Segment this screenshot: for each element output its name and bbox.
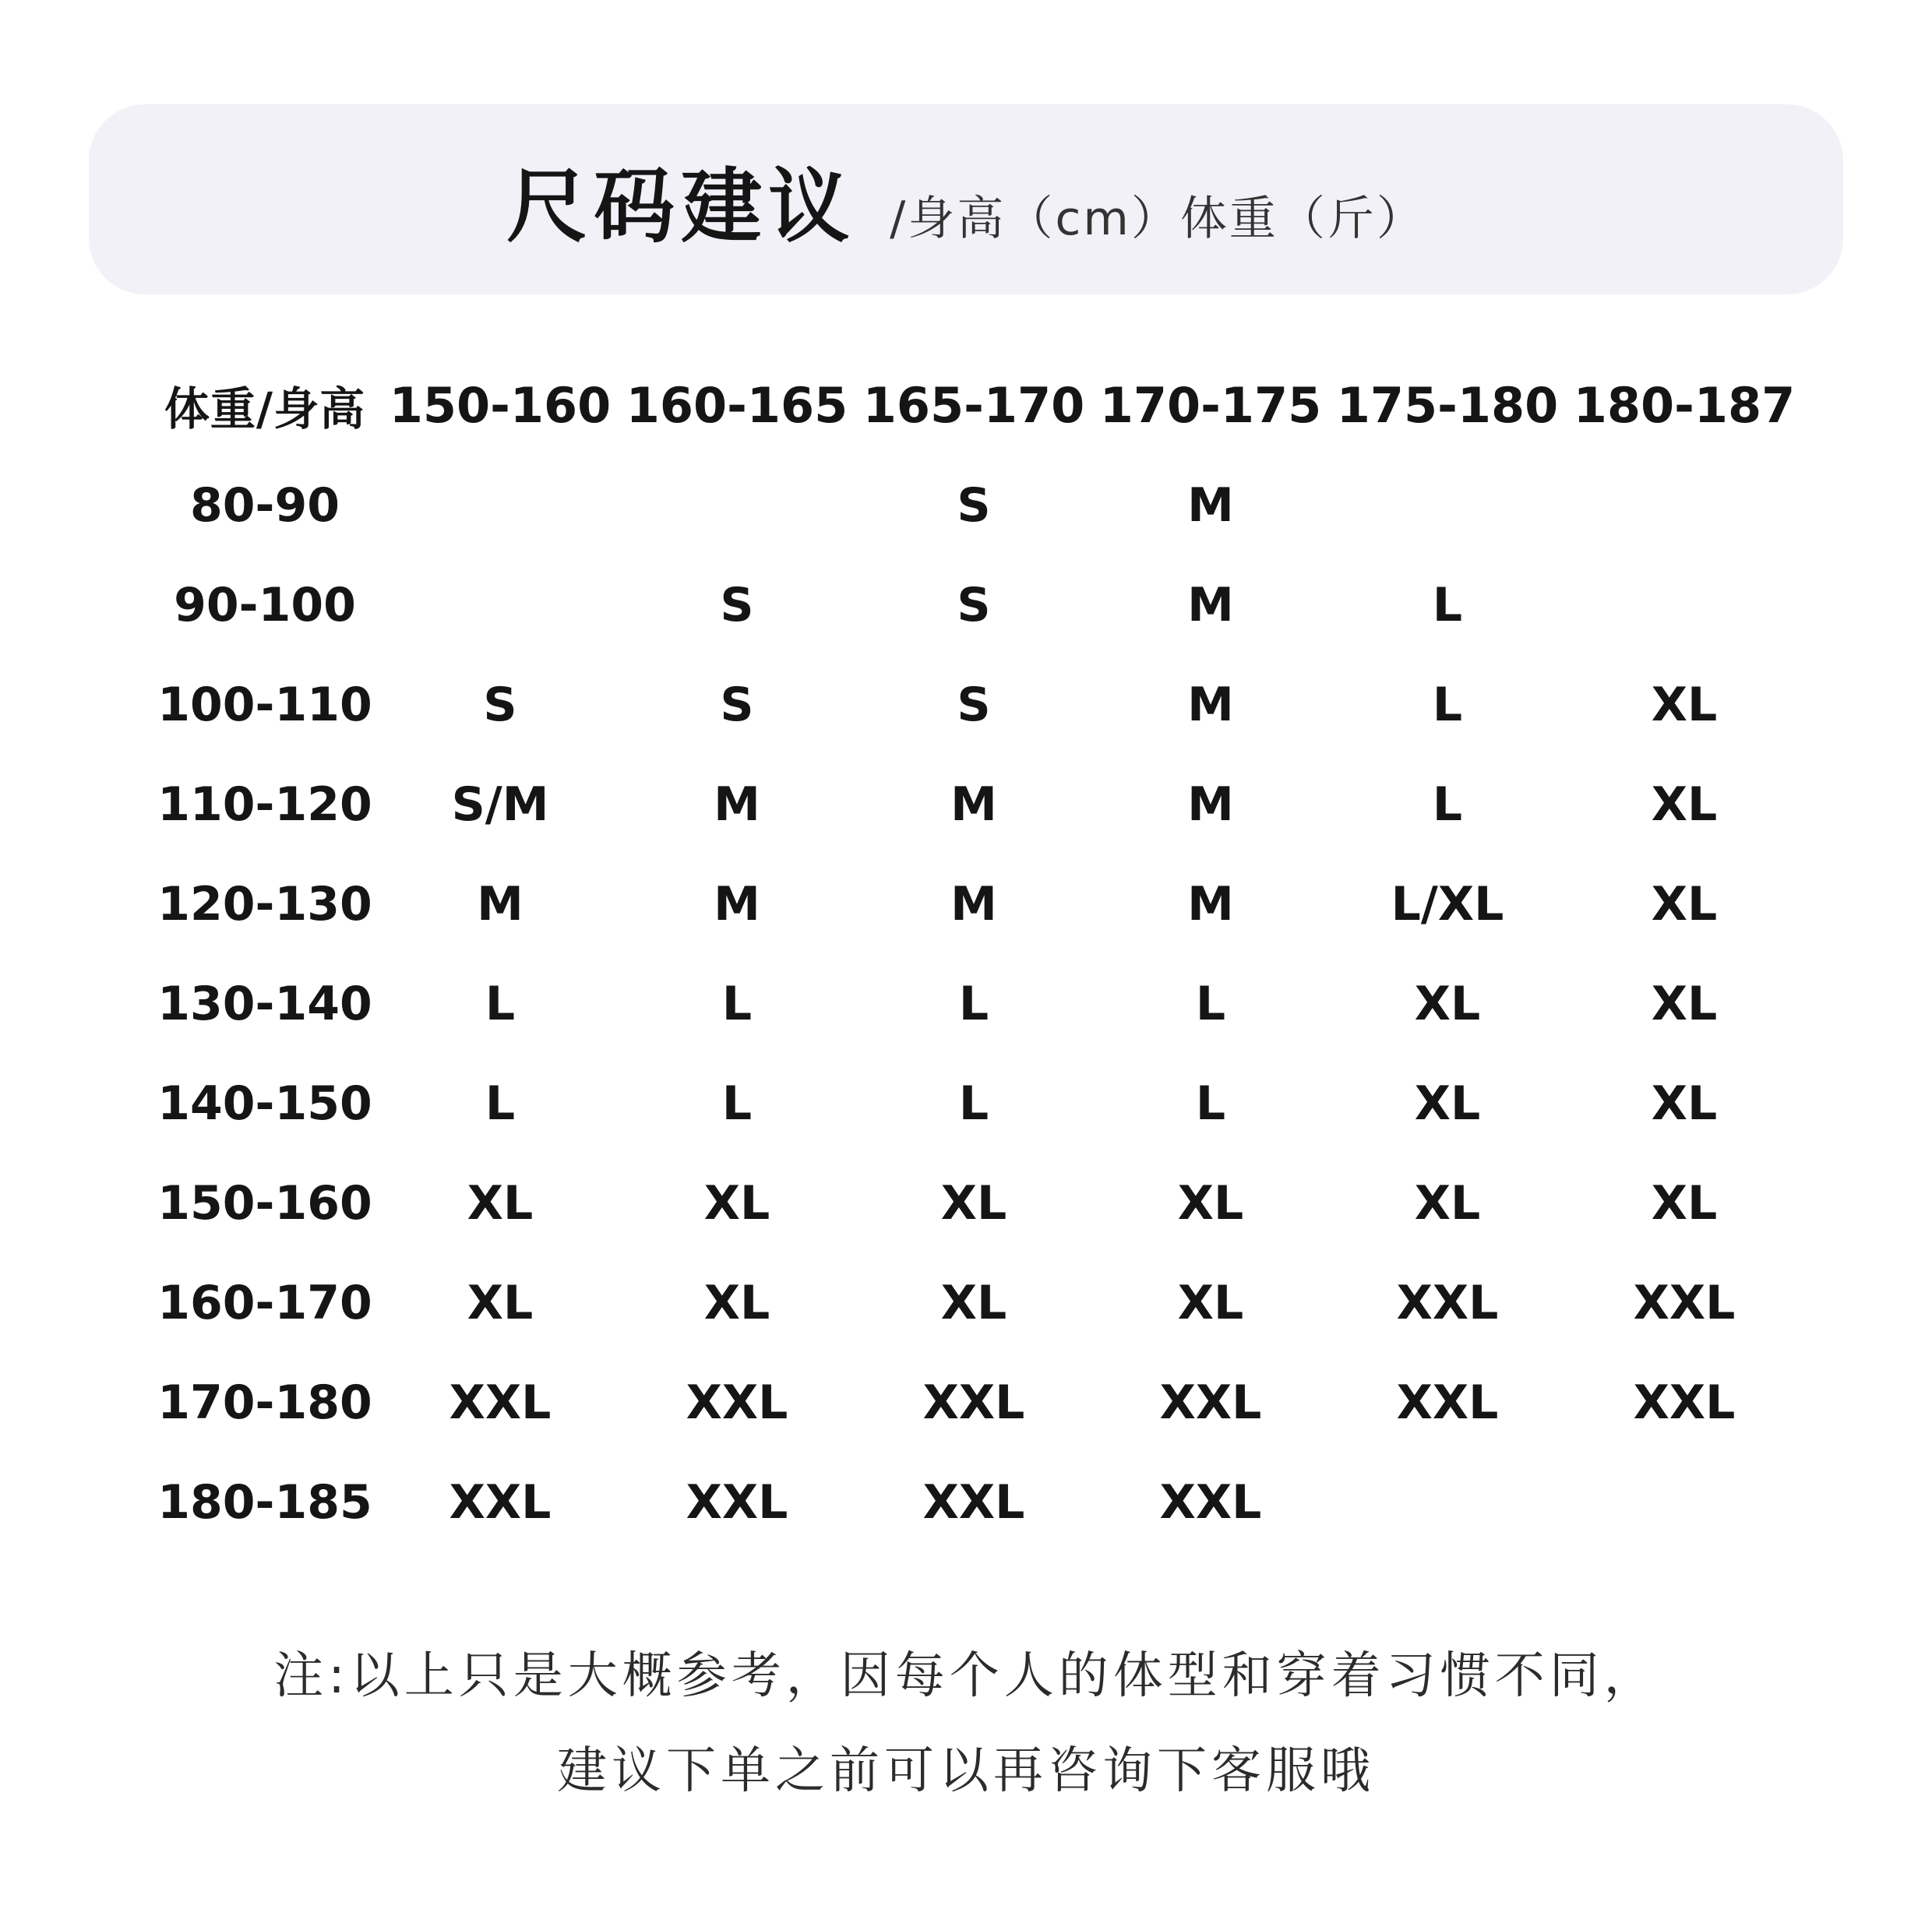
note-line-2: 建议下单之前可以再咨询下客服哦 — [557, 1742, 1375, 1800]
height-header: 150-160 — [389, 376, 612, 434]
height-header: 180-187 — [1573, 376, 1796, 434]
table-row — [148, 456, 1803, 555]
height-header: 170-175 — [1099, 376, 1322, 434]
weight-cell: 150-160 — [157, 1176, 372, 1231]
size-cell: XXL — [449, 1475, 552, 1530]
height-header: 165-170 — [862, 376, 1085, 434]
title-group — [506, 141, 1426, 258]
size-cell — [382, 555, 619, 655]
table-row — [148, 1453, 1803, 1552]
size-cell: M — [1187, 877, 1234, 932]
table-header-row — [148, 354, 1803, 456]
weight-cell: 180-185 — [157, 1475, 372, 1530]
weight-cell: 160-170 — [157, 1276, 372, 1330]
size-cell: XL — [1414, 977, 1481, 1031]
size-cell: XL — [940, 1276, 1007, 1330]
size-cell: XXL — [1633, 1276, 1736, 1330]
corner-header: 体重/身高 — [164, 382, 366, 435]
size-cell: M — [714, 777, 760, 832]
size-cell: L — [1432, 578, 1463, 632]
size-cell: XL — [1177, 1276, 1244, 1330]
table-row — [148, 655, 1803, 755]
size-cell: XL — [467, 1176, 534, 1231]
size-cell: L — [958, 1076, 989, 1131]
size-cell: S — [957, 578, 991, 632]
size-cell — [1566, 456, 1803, 555]
size-cell: XXL — [922, 1375, 1025, 1430]
size-cell: XL — [1651, 1176, 1718, 1231]
size-cell — [1329, 1453, 1566, 1552]
size-cell: L — [485, 1076, 516, 1131]
weight-cell: 110-120 — [157, 777, 372, 832]
size-cell — [382, 456, 619, 555]
weight-cell: 130-140 — [157, 977, 372, 1031]
page-subtitle: /身高（cm）体重（斤） — [890, 192, 1426, 246]
size-cell — [1329, 456, 1566, 555]
size-cell: M — [714, 877, 760, 932]
note-line-1: 注:以上只是大概参考，因每个人的体型和穿着习惯不同， — [273, 1647, 1659, 1705]
size-cell: S — [720, 578, 754, 632]
size-cell: XXL — [1159, 1475, 1262, 1530]
size-cell — [1566, 555, 1803, 655]
size-cell: XL — [1651, 678, 1718, 732]
size-cell: L — [1432, 678, 1463, 732]
size-cell: XL — [703, 1176, 770, 1231]
size-cell: XXL — [686, 1375, 788, 1430]
weight-cell: 80-90 — [190, 478, 340, 533]
size-cell: L — [721, 977, 753, 1031]
weight-cell: 100-110 — [157, 678, 372, 732]
page-title: 尺码建议 — [506, 159, 856, 254]
size-cell — [1566, 1453, 1803, 1552]
size-cell: XL — [1651, 1076, 1718, 1131]
table-row — [148, 1253, 1803, 1353]
size-cell — [619, 456, 855, 555]
size-cell: M — [1187, 478, 1234, 533]
weight-cell: 140-150 — [157, 1076, 372, 1131]
weight-cell: 170-180 — [157, 1375, 372, 1430]
size-cell: L — [721, 1076, 753, 1131]
table-row — [148, 854, 1803, 954]
size-cell: XL — [1651, 877, 1718, 932]
weight-cell: 90-100 — [174, 578, 356, 632]
size-cell: XL — [1414, 1076, 1481, 1131]
weight-cell: 120-130 — [157, 877, 372, 932]
size-cell: XXL — [449, 1375, 552, 1430]
size-cell: M — [1187, 678, 1234, 732]
size-cell: M — [1187, 578, 1234, 632]
table-row — [148, 1153, 1803, 1253]
size-cell: XXL — [686, 1475, 788, 1530]
size-cell: XXL — [1396, 1375, 1499, 1430]
size-cell: S — [483, 678, 517, 732]
size-cell: L — [485, 977, 516, 1031]
size-cell: XL — [1651, 977, 1718, 1031]
table-row — [148, 755, 1803, 854]
size-cell: S/M — [451, 777, 549, 832]
height-header: 175-180 — [1336, 376, 1559, 434]
size-cell: S — [957, 478, 991, 533]
size-cell: XL — [1651, 777, 1718, 832]
table-row — [148, 555, 1803, 655]
size-cell: L — [1432, 777, 1463, 832]
size-cell: M — [950, 777, 997, 832]
size-cell: L — [958, 977, 989, 1031]
size-cell: M — [1187, 777, 1234, 832]
size-cell: S — [957, 678, 991, 732]
size-cell: XL — [1414, 1176, 1481, 1231]
size-cell: XXL — [1396, 1276, 1499, 1330]
size-cell: XL — [940, 1176, 1007, 1231]
table-row — [148, 954, 1803, 1054]
table-row — [148, 1353, 1803, 1453]
size-cell: XL — [1177, 1176, 1244, 1231]
size-cell: M — [477, 877, 524, 932]
size-chart-table — [148, 354, 1803, 1552]
height-header: 160-165 — [626, 376, 848, 434]
table-row — [148, 1054, 1803, 1153]
size-cell: XL — [703, 1276, 770, 1330]
title-banner — [89, 104, 1843, 294]
size-cell: M — [950, 877, 997, 932]
size-cell: XXL — [1633, 1375, 1736, 1430]
size-cell: L/XL — [1391, 877, 1504, 932]
size-cell: XXL — [922, 1475, 1025, 1530]
size-cell: L — [1195, 977, 1226, 1031]
size-cell: L — [1195, 1076, 1226, 1131]
size-cell: XXL — [1159, 1375, 1262, 1430]
size-cell: XL — [467, 1276, 534, 1330]
size-cell: S — [720, 678, 754, 732]
